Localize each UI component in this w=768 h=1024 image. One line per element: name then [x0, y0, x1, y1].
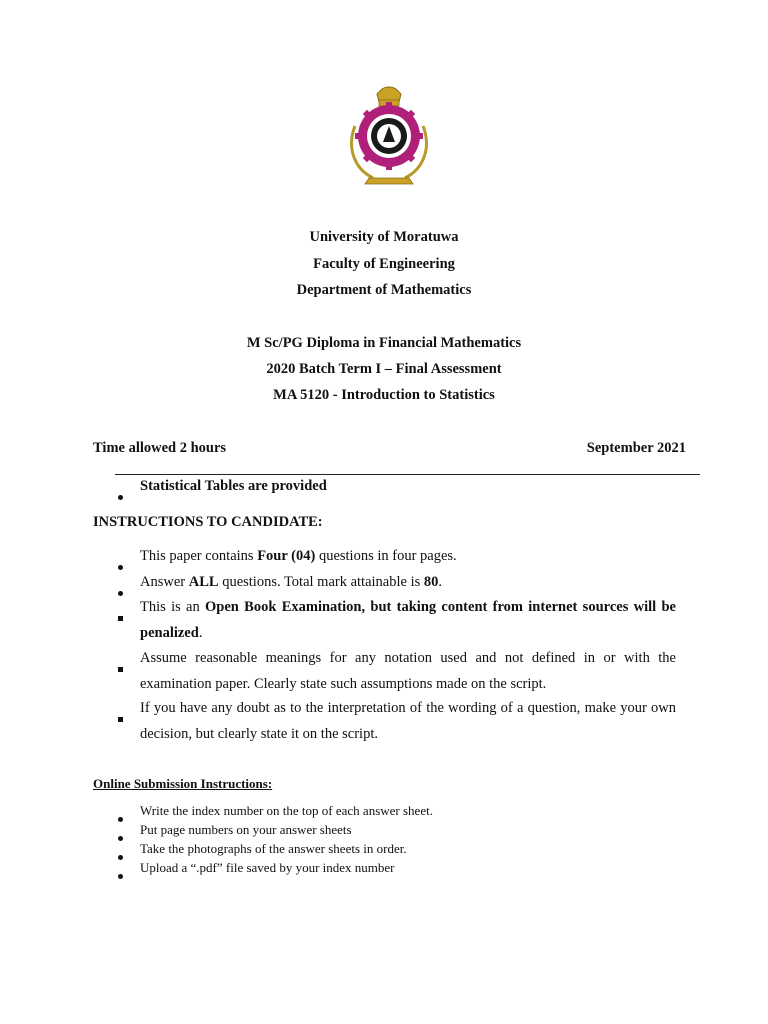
submission-item: [140, 801, 676, 820]
instruction-item-3: [140, 595, 676, 646]
submission-item-text: Take the photographs of the answer sheets in order.: [140, 841, 407, 856]
bullet-dot-icon: [118, 495, 123, 500]
tables-note-text: Statistical Tables are provided: [140, 478, 327, 494]
bullet-dot-icon: [118, 855, 123, 860]
instruction-item-5: [140, 696, 676, 747]
instruction-2-pre: Answer: [140, 574, 189, 590]
module-title: MA 5120 - Introduction to Statistics: [273, 387, 495, 403]
instruction-1-bold: Four (04): [257, 548, 316, 564]
submission-heading: [93, 774, 272, 793]
submission-item-text: Write the index number on the top of each answer sheet.: [140, 803, 433, 818]
bullet-dot-icon: [118, 836, 123, 841]
instruction-3-post: .: [198, 624, 203, 641]
instruction-1-pre: This paper contains: [140, 548, 258, 564]
instruction-item-4: [140, 646, 676, 697]
batch-title: 2020 Batch Term I – Final Assessment: [266, 361, 502, 377]
instruction-item-1: [140, 544, 676, 570]
time-allowed: Time allowed 2 hours: [93, 440, 227, 456]
exam-date: September 2021: [586, 440, 686, 456]
instruction-2-post: .: [438, 574, 442, 590]
university-name: University of Moratuwa: [309, 229, 459, 245]
instruction-1-post: questions in four pages.: [315, 548, 457, 564]
instruction-2-bold2: 80: [423, 574, 439, 590]
bullet-square-icon: [118, 616, 123, 621]
programme-title: M Sc/PG Diploma in Financial Mathematics: [246, 335, 522, 351]
submission-item: [140, 839, 676, 858]
instruction-3-bold: Open Book Examination, but taking content from internet sources will be penalized: [140, 599, 676, 641]
submission-item: [140, 820, 676, 839]
instruction-5-text: If you have any doubt as to the interpretation of the wording of a question, make your own decision, but clearly state it on the script.: [140, 700, 676, 742]
bullet-dot-icon: [118, 817, 123, 822]
instruction-4-text: Assume reasonable meanings for any notation used and not defined in or with the examination paper. Clearly state such assumptions made on the script.: [140, 650, 676, 692]
instruction-3-pre: This is an: [140, 599, 206, 615]
bullet-dot-icon: [118, 874, 123, 879]
submission-item-text: Put page numbers on your answer sheets: [140, 822, 352, 837]
bullet-square-icon: [118, 717, 123, 722]
submission-item-text: Upload a “.pdf” file saved by your index number: [140, 860, 395, 875]
instruction-2-mid: questions. Total mark attainable is: [218, 574, 424, 590]
instruction-2-bold: ALL: [188, 574, 219, 590]
bullet-dot-icon: [118, 591, 123, 596]
department-name: Department of Mathematics: [296, 282, 472, 298]
university-crest-logo: [343, 86, 435, 188]
instructions-heading: INSTRUCTIONS TO CANDIDATE:: [93, 514, 323, 530]
tables-note: [140, 474, 327, 499]
submission-heading-text: Online Submission Instructions:: [93, 776, 273, 791]
bullet-dot-icon: [118, 565, 123, 570]
submission-item: [140, 858, 676, 877]
exam-meta-line: [93, 440, 686, 457]
faculty-name: Faculty of Engineering: [313, 256, 455, 272]
instruction-item-2: [140, 570, 676, 596]
bullet-square-icon: [118, 667, 123, 672]
